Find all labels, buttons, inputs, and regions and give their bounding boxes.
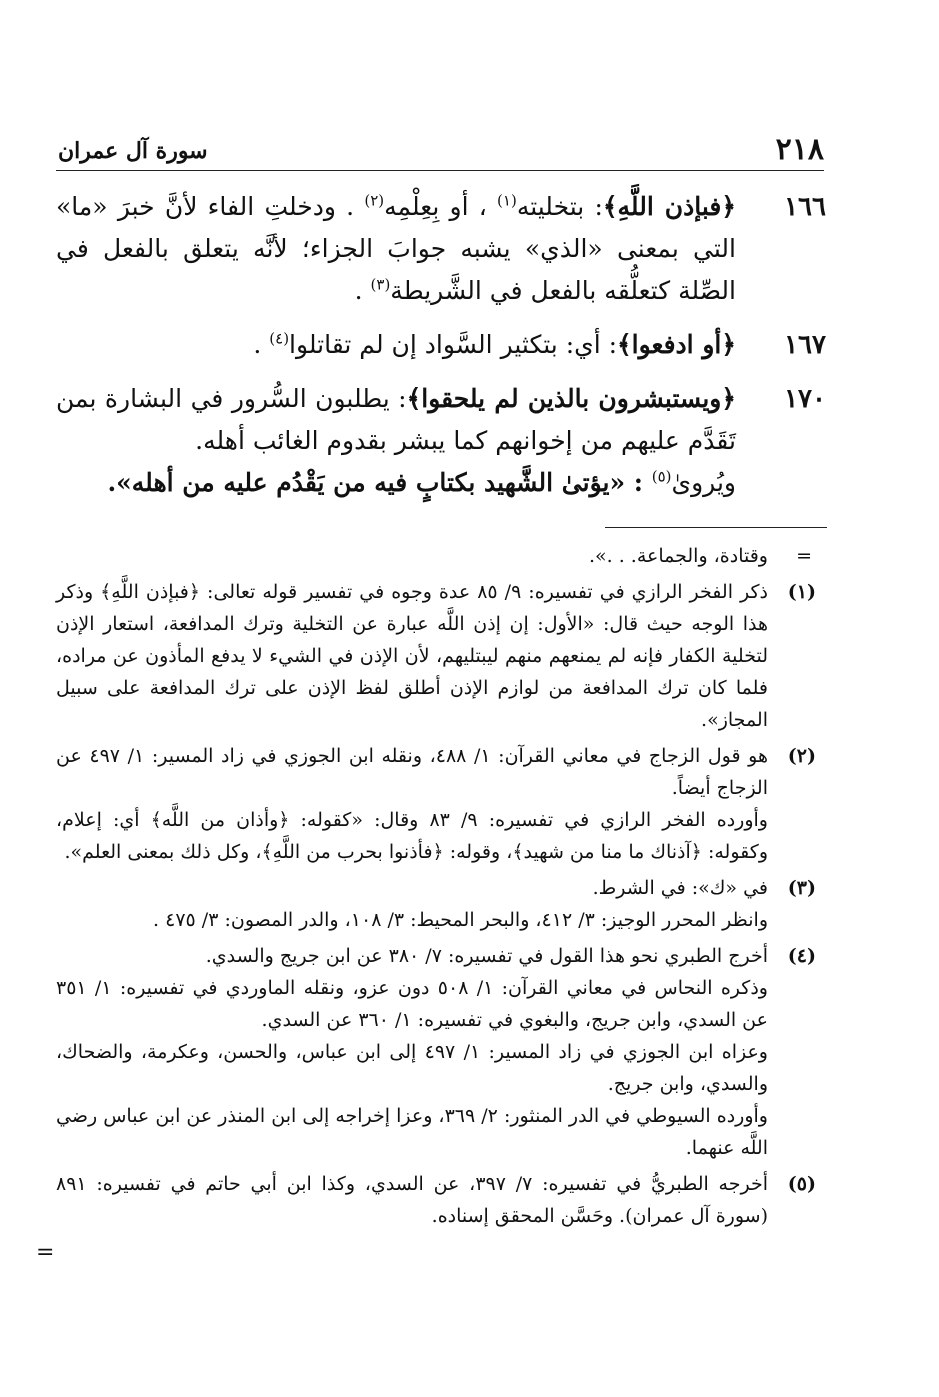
quran-quote: ﴿فبإذن اللَّهِ﴾ [602, 192, 736, 221]
commentary-body [56, 186, 836, 516]
verse-number: ١٧٠ [784, 384, 826, 414]
verse-entry [56, 378, 836, 504]
quran-quote: ﴿ويستبشرون بالذين لم يلحقوا﴾ [406, 384, 736, 413]
footnote-number: (٥) [787, 1173, 816, 1195]
page-header [56, 128, 824, 171]
footnotes [56, 540, 816, 1236]
footnote-ref: (٥) [651, 467, 672, 486]
verse-number: ١٦٦ [784, 192, 826, 222]
footnote-continuation: = وقتادة، والجماعة. . .». [56, 540, 816, 572]
footnote-separator [605, 527, 827, 528]
footnote-ref: (١) [497, 191, 517, 210]
footnote-ref: (٢) [364, 191, 385, 210]
entry-text-continued: ويُروىٰ$^{(٥)}$ : «يؤتىٰ الشَّهيد بكتابٍ فيه من يَقْدُم عليه من أهله». [107, 467, 736, 497]
surah-title: سورة آل عمران [58, 138, 208, 164]
footnote-number: (٢) [787, 745, 816, 767]
footnote: (٥) أخرجه الطبريُّ في تفسيره: ٧/ ٣٩٧، عن السدي، وكذا ابن أبي حاتم في تفسيره: ٨٩١ (سورة آل عمران). وحَسَّن المحقق إسناده. [56, 1168, 816, 1232]
footnote: (٢) هو قول الزجاج في معاني القرآن: ١/ ٤٨٨، ونقله ابن الجوزي في زاد المسير: ١/ ٤٩٧ عن الزجاج أيضاً. وأورده الفخر الرازي في تفسيره: ٩/ ٨٣ وقال: «كقوله: ﴿وأذان من اللَّه﴾ أي: إعلام، وكقوله: ﴿آذناك ما منا من شهيد﴾، وقوله: ﴿فأذنوا بحرب من اللَّهِ﴾، وكل ذلك بمعنى العلم». [56, 740, 816, 868]
page-number: ٢١٨ [775, 132, 824, 167]
quran-quote: ﴿أو ادفعوا﴾ [617, 330, 736, 359]
entry-text: ﴿فبإذن اللَّهِ﴾: بتخليته$^{(١)}$ ، أو بِعِلْمِه$^{(٢)}$ . ودخلتِ الفاء لأنَّ خبرَ «ما» التي بمعنى «الذي» يشبه جوابَ الجزاء؛ لأنَّه يتعلق بالفعل في الصِّلة كتعلُّقه بالفعل في الشَّريطة$^{(٣)}$ . [56, 191, 736, 305]
footnote-number: (١) [787, 581, 816, 603]
footnote-number: (٤) [787, 945, 816, 967]
footnote-ref: (٤) [269, 329, 290, 348]
verse-number: ١٦٧ [784, 330, 826, 360]
footnote: (١) ذكر الفخر الرازي في تفسيره: ٩/ ٨٥ عدة وجوه في تفسير قوله تعالى: ﴿فبإذن اللَّهِ﴾ وذكر هذا الوجه حيث قال: «الأول: إن إذن اللَّه عبارة عن التخلية وترك المدافعة، استعار الإذن لتخلية الكفار فإنه لم يمنعهم منهم ليبتليهم، لأن الإذن في الشيء لا يدفع المأذون عن مراده، فلما كان ترك المدافعة من لوازم الإذن أطلق لفظ الإذن على ترك المدافعة على سبيل المجاز». [56, 576, 816, 736]
verse-entry [56, 186, 836, 312]
verse-entry [56, 324, 836, 366]
entry-text: ﴿أو ادفعوا﴾: أي: بتكثير السَّواد إن لم تقاتلوا$^{(٤)}$ . [253, 329, 736, 359]
continues-mark: = [36, 1240, 55, 1265]
footnote-number: (٣) [787, 877, 816, 899]
continuation-mark: = [796, 545, 812, 567]
footnote-ref: (٣) [370, 275, 391, 294]
footnote: (٤) أخرج الطبري نحو هذا القول في تفسيره: ٧/ ٣٨٠ عن ابن جريج والسدي. وذكره النحاس في معاني القرآن: ١/ ٥٠٨ دون عزو، ونقله الماوردي في تفسيره: ١/ ٣٥١ عن السدي، وابن جريج، والبغوي في تفسيره: ١/ ٣٦٠ عن السدي. وعزاه ابن الجوزي في زاد المسير: ١/ ٤٩٧ إلى ابن عباس، والحسن، وعكرمة، والضحاك، والسدي، وابن جريج. وأورده السيوطي في الدر المنثور: ٢/ ٣٦٩، وعزا إخراجه إلى ابن المنذر عن ابن عباس رضي اللَّه عنهما. [56, 940, 816, 1164]
footnote: (٣) في «ك»: في الشرط. وانظر المحرر الوجيز: ٣/ ٤١٢، والبحر المحيط: ٣/ ١٠٨، والدر المصون: ٣/ ٤٧٥ . [56, 872, 816, 936]
entry-text: ﴿ويستبشرون بالذين لم يلحقوا﴾: يطلبون السُّرور في البشارة بمن تَقَدَّم عليهم من إخوانهم كما يبشر بقدوم الغائب أهله. [56, 384, 736, 455]
